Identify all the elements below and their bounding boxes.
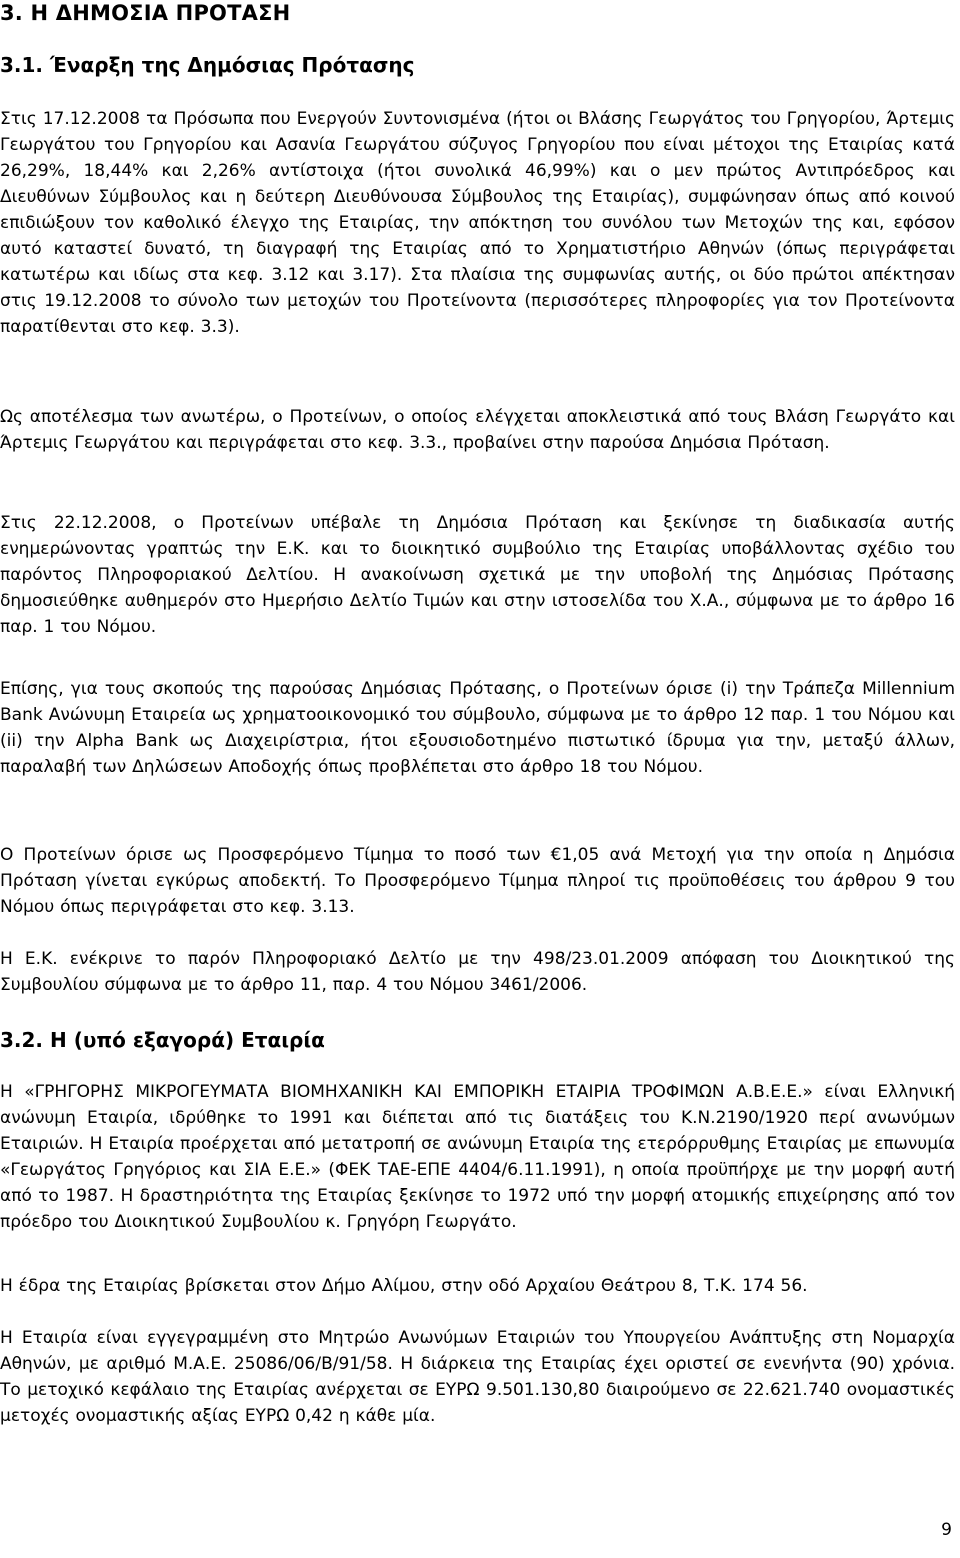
paragraph-8: Η έδρα της Εταιρίας βρίσκεται στον Δήμο Αλίμου, στην οδό Αρχαίου Θεάτρου 8, Τ.Κ. 174 56. (0, 1276, 808, 1296)
section-title: 3. Η ΔΗΜΟΣΙΑ ΠΡΟΤΑΣΗ (0, 1, 291, 25)
paragraph-1: Στις 17.12.2008 τα Πρόσωπα που Ενεργούν Συντονισμένα (ήτοι οι Βλάσης Γεωργάτος του Γρηγορίου, Άρτεμις Γεωργάτου του Γρηγορίου και Ασανία Γεωργάτου σύζυγος Γρηγορίου που είναι μέτοχοι της Εταιρίας κατά 26,29%, 18,44% και 2,26% αντίστοιχα (ήτοι συνολικά 46,99%) και ο μεν πρώτος Αντιπρόεδρος και Διευθύνων Σύμβουλος και η δεύτερη Διευθύνουσα Σύμβουλος της Εταιρίας), συμφώνησαν όπως από κοινού επιδιώξουν τον καθολικό έλεγχο της Εταιρίας, την απόκτηση του συνόλου των Μετοχών της και, εφόσον αυτό καταστεί δυνατό, τη διαγραφή της Εταιρίας από το Χρηματιστήριο Αθηνών (όπως περιγράφεται κατωτέρω και ιδίως στα κεφ. 3.12 και 3.17). Στα πλαίσια της συμφωνίας αυτής, οι δύο πρώτοι απέκτησαν στις 19.12.2008 το σύνολο των μετοχών του Προτείνοντα (περισσότερες πληροφορίες για τον Προτείνοντα παρατίθενται στο κεφ. 3.3). (0, 109, 955, 337)
page-number: 9 (941, 1520, 952, 1540)
paragraph-7: Η «ΓΡΗΓΟΡΗΣ ΜΙΚΡΟΓΕΥΜΑΤΑ ΒΙΟΜΗΧΑΝΙΚΗ ΚΑΙ ΕΜΠΟΡΙΚΗ ΕΤΑΙΡΙΑ ΤΡΟΦΙΜΩΝ Α.Β.Ε.Ε.» είναι Ελληνική ανώνυμη Εταιρία, ιδρύθηκε το 1991 και διέπεται από τις διατάξεις του Κ.Ν.2190/1920 περί ανωνύμων Εταιριών. Η Εταιρία προέρχεται από μετατροπή σε ανώνυμη Εταιρία της ετερόρρυθμης Εταιρίας με επωνυμία «Γεωργάτος Γρηγόριος και ΣΙΑ Ε.Ε.» (ΦΕΚ ΤΑΕ-ΕΠΕ 4404/6.11.1991), η οποία προϋπήρχε με την μορφή αυτή από το 1987. Η δραστηριότητα της Εταιρίας ξεκίνησε το 1972 υπό την μορφή ατομικής επιχείρησης από τον πρόεδρο του Διοικητικού Συμβουλίου κ. Γρηγόρη Γεωργάτο. (0, 1082, 955, 1232)
paragraph-5: Ο Προτείνων όρισε ως Προσφερόμενο Τίμημα το ποσό των €1,05 ανά Μετοχή για την οποία η Δημόσια Πρόταση γίνεται εγκύρως αποδεκτή. Το Προσφερόμενο Τίμημα πληροί τις προϋποθέσεις του άρθρου 9 του Νόμου όπως περιγράφεται στο κεφ. 3.13. (0, 845, 955, 917)
subsection-heading-3-1: 3.1. Έναρξη της Δημόσιας Πρότασης (0, 53, 415, 77)
paragraph-4: Επίσης, για τους σκοπούς της παρούσας Δημόσιας Πρότασης, ο Προτείνων όρισε (i) την Τράπεζα Millennium Bank Ανώνυμη Εταιρεία ως χρηματοοικονομικό του σύμβουλο, σύμφωνα με το άρθρο 12 παρ. 1 του Νόμου και (ii) την Alpha Bank ως Διαχειρίστρια, ήτοι εξουσιοδοτημένο πιστωτικό ίδρυμα για την, μεταξύ άλλων, παραλαβή των Δηλώσεων Αποδοχής όπως προβλέπεται στο άρθρο 18 του Νόμου. (0, 679, 955, 777)
paragraph-3: Στις 22.12.2008, ο Προτείνων υπέβαλε τη Δημόσια Πρόταση και ξεκίνησε τη διαδικασία αυτής ενημερώνοντας γραπτώς την Ε.Κ. και το διοικητικό συμβούλιο της Εταιρίας υποβάλλοντας σχέδιο του παρόντος Πληροφοριακού Δελτίου. Η ανακοίνωση σχετικά με την υποβολή της Δημόσιας Πρότασης δημοσιεύθηκε αυθημερόν στο Ημερήσιο Δελτίο Τιμών και στην ιστοσελίδα του Χ.Α., σύμφωνα με το άρθρο 16 παρ. 1 του Νόμου. (0, 513, 955, 637)
subsection-heading-3-2: 3.2. Η (υπό εξαγορά) Εταιρία (0, 1028, 325, 1052)
paragraph-9: Η Εταιρία είναι εγγεγραμμένη στο Μητρώο Ανωνύμων Εταιριών του Υπουργείου Ανάπτυξης στη Νομαρχία Αθηνών, με αριθμό Μ.Α.Ε. 25086/06/Β/91/58. Η διάρκεια της Εταιρίας έχει οριστεί σε ενενήντα (90) χρόνια. Το μετοχικό κεφάλαιο της Εταιρίας ανέρχεται σε ΕΥΡΩ 9.501.130,80 διαιρούμενο σε 22.621.740 ονομαστικές μετοχές ονομαστικής αξίας ΕΥΡΩ 0,42 η κάθε μία. (0, 1328, 955, 1426)
paragraph-2: Ως αποτέλεσμα των ανωτέρω, ο Προτείνων, ο οποίος ελέγχεται αποκλειστικά από τους Βλάση Γεωργάτο και Άρτεμις Γεωργάτου και περιγράφεται στο κεφ. 3.3., προβαίνει στην παρούσα Δημόσια Πρόταση. (0, 407, 955, 453)
paragraph-6: Η Ε.Κ. ενέκρινε το παρόν Πληροφοριακό Δελτίο με την 498/23.01.2009 απόφαση του Διοικητικού της Συμβουλίου σύμφωνα με το άρθρο 11, παρ. 4 του Νόμου 3461/2006. (0, 949, 955, 995)
